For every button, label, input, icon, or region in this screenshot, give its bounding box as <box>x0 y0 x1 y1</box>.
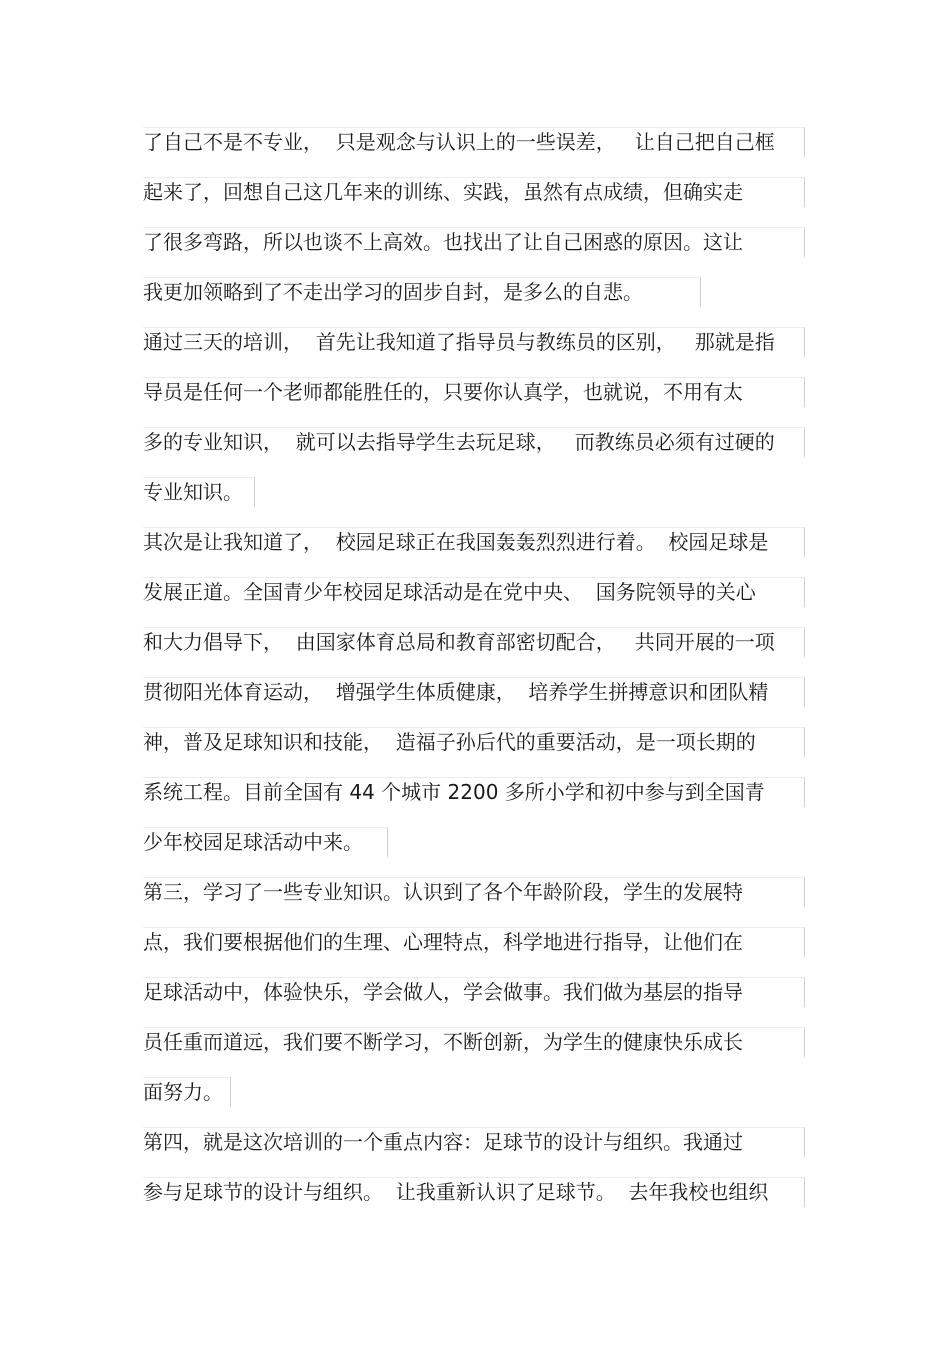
line-marker <box>143 577 805 607</box>
line-marker <box>143 177 805 207</box>
line-marker <box>143 377 805 407</box>
text-line: 系统工程。目前全国有 44 个城市 2200 多所小学和初中参与到全国青 <box>143 780 765 804</box>
text-line: 点，我们要根据他们的生理、心理特点，科学地进行指导，让他们在 <box>143 930 743 954</box>
text-line: 第三，学习了一些专业知识。认识到了各个年龄阶段，学生的发展特 <box>143 880 743 904</box>
text-line: 了很多弯路，所以也谈不上高效。也找出了让自己困惑的原因。这让 <box>143 230 743 254</box>
text-line: 神，普及足球知识和技能， 造福子孙后代的重要活动，是一项长期的 <box>143 730 756 754</box>
line-marker <box>143 1127 805 1157</box>
text-line: 了自己不是不专业， 只是观念与认识上的一些误差， 让自己把自己框 <box>143 130 775 154</box>
line-marker <box>143 277 701 307</box>
line-marker <box>143 877 805 907</box>
text-line: 其次是让我知道了， 校园足球正在我国轰轰烈烈进行着。 校园足球是 <box>143 530 769 554</box>
line-marker <box>143 1027 805 1057</box>
line-marker <box>143 1077 231 1107</box>
line-marker <box>143 927 805 957</box>
line-marker <box>143 427 805 457</box>
text-line: 少年校园足球活动中来。 <box>143 830 363 854</box>
line-marker <box>143 227 805 257</box>
line-marker <box>143 527 805 557</box>
line-marker <box>143 127 805 157</box>
text-line: 发展正道。全国青少年校园足球活动是在党中央、 国务院领导的关心 <box>143 580 756 604</box>
text-line: 员任重而道远，我们要不断学习，不断创新，为学生的健康快乐成长 <box>143 1030 743 1054</box>
line-marker <box>143 677 805 707</box>
text-line: 通过三天的培训， 首先让我知道了指导员与教练员的区别， 那就是指 <box>143 330 775 354</box>
line-marker <box>143 1177 805 1207</box>
line-marker <box>143 327 805 357</box>
line-marker <box>143 477 255 507</box>
line-marker <box>143 827 388 857</box>
text-line: 第四，就是这次培训的一个重点内容：足球节的设计与组织。我通过 <box>143 1130 743 1154</box>
line-marker <box>143 977 805 1007</box>
text-line: 和大力倡导下， 由国家体育总局和教育部密切配合， 共同开展的一项 <box>143 630 775 654</box>
text-line: 参与足球节的设计与组织。 让我重新认识了足球节。 去年我校也组织 <box>143 1180 769 1204</box>
text-line: 我更加领略到了不走出学习的固步自封，是多么的自悲。 <box>143 280 643 304</box>
text-line: 导员是任何一个老师都能胜任的，只要你认真学，也就说，不用有太 <box>143 380 743 404</box>
line-marker <box>143 727 805 757</box>
text-line: 多的专业知识， 就可以去指导学生去玩足球， 而教练员必须有过硬的 <box>143 430 775 454</box>
line-marker <box>143 627 805 657</box>
text-line: 贯彻阳光体育运动， 增强学生体质健康， 培养学生拼搏意识和团队精 <box>143 680 769 704</box>
text-line: 足球活动中，体验快乐，学会做人，学会做事。我们做为基层的指导 <box>143 980 743 1004</box>
text-line: 面努力。 <box>143 1080 223 1104</box>
line-marker <box>143 777 805 807</box>
text-line: 起来了，回想自己这几年来的训练、实践，虽然有点成绩，但确实走 <box>143 180 743 204</box>
text-line: 专业知识。 <box>143 480 243 504</box>
